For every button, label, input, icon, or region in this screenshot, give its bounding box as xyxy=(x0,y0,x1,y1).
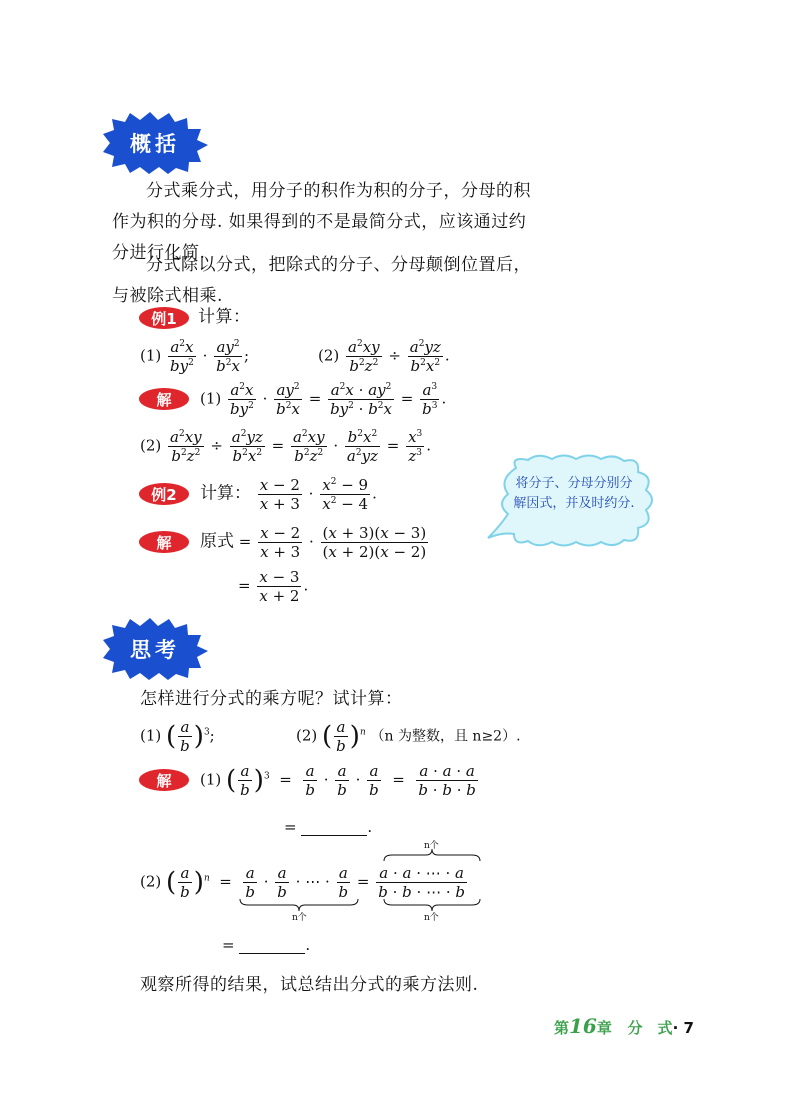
solution-label-2: 解 xyxy=(138,530,190,554)
page-footer: 第16章 分 式· 7 xyxy=(554,1014,694,1038)
example-2-solution-line-2: = $\frac{x - 3}{x + 2}$ . xyxy=(238,568,309,605)
solution-label-1: 解 xyxy=(138,387,190,411)
think-blank-1: = . xyxy=(284,818,373,836)
brace-label-top: n个 xyxy=(424,841,439,851)
example-2-solution-line-1: 原式 = $\frac{x - 2}{x + 3}$ · $\frac{(x + 3)(x - 3)}{(x + 2)(x - 2)}$ xyxy=(200,524,427,561)
think-problem-2: (2) ( $\frac{a}{b}$ )$^n$ （n 为整数，且 n≥2）. xyxy=(296,718,521,755)
think-solution-2: (2) ( $\frac{a}{b}$ )$^n$ = $\frac{a}{b}$ · $\frac{a}{b}$ · ⋯ · $\frac{a}{b}$ = $\frac{a \cdot a \cdot \cdots \cdot a}{b \cdot b \cdot \cdots \cdot b}$ xyxy=(140,864,465,901)
hint-bubble xyxy=(486,452,662,556)
paragraph-2: 分式除以分式，把除式的分子、分母颠倒位置后，与被除式相乘. xyxy=(112,255,531,306)
hint-bubble-text: 将分子、分母分别分解因式，并及时约分. xyxy=(513,476,635,511)
example-1-problem-1: (1) $\frac{a^2x}{by^2}$ · $\frac{ay^2}{b^2x}$ ; xyxy=(140,338,250,375)
section-badge-summary-text: 概括 xyxy=(130,132,180,156)
example-2-label: 例2 xyxy=(138,482,190,506)
example-2-problem: 计算： $\frac{x - 2}{x + 3}$ · $\frac{x^2 - 9}{x^2 - 4}$ . xyxy=(200,476,377,513)
section-badge-think xyxy=(100,618,210,680)
answer-blank-2[interactable] xyxy=(239,937,305,954)
example-1-text: 计算： xyxy=(198,307,251,327)
section-badge-summary xyxy=(100,112,210,174)
think-intro: 怎样进行分式的乘方呢？试计算： xyxy=(140,689,403,709)
paragraph-1: 分式乘分式，用分子的积作为积的分子，分母的积作为积的分母. 如果得到的不是最简分式，应该通过约分进行化简. xyxy=(112,181,531,263)
think-solution-1: (1) ( $\frac{a}{b}$ )$^3$ = $\frac{a}{b}$ · $\frac{a}{b}$ · $\frac{a}{b}$ = $\frac{a \cdot a \cdot a}{b \cdot b \cdot b}$ xyxy=(200,762,476,799)
example-1-label: 例1 xyxy=(138,306,190,330)
think-blank-2: = . xyxy=(222,936,311,954)
answer-blank-1[interactable] xyxy=(301,819,367,836)
brace-label-bottom-left: n个 xyxy=(292,913,307,923)
example-1-solution-1: (1) $\frac{a^2x}{by^2}$ · $\frac{ay^2}{b^2x}$ = $\frac{a^2x \cdot ay^2}{by^2 \cdot b^2x}$ = $\frac{a^3}{b^3}$ . xyxy=(200,381,447,418)
section-badge-think-text: 思考 xyxy=(130,638,180,662)
conclusion: 观察所得的结果，试总结出分式的乘方法则. xyxy=(140,975,479,995)
think-problem-1: (1) ( $\frac{a}{b}$ )$^3$; xyxy=(140,718,215,755)
solution-label-3: 解 xyxy=(138,768,190,792)
example-1-problem-2: (2) $\frac{a^2xy}{b^2z^2}$ ÷ $\frac{a^2yz}{b^2x^2}$ . xyxy=(318,338,450,375)
brace-label-bottom-right: n个 xyxy=(424,913,439,923)
example-1-solution-2: (2) $\frac{a^2xy}{b^2z^2}$ ÷ $\frac{a^2yz}{b^2x^2}$ = $\frac{a^2xy}{b^2z^2}$ · $\frac{b^2x^2}{a^2yz}$ = $\frac{x^3}{z^3}$ . xyxy=(140,428,432,465)
